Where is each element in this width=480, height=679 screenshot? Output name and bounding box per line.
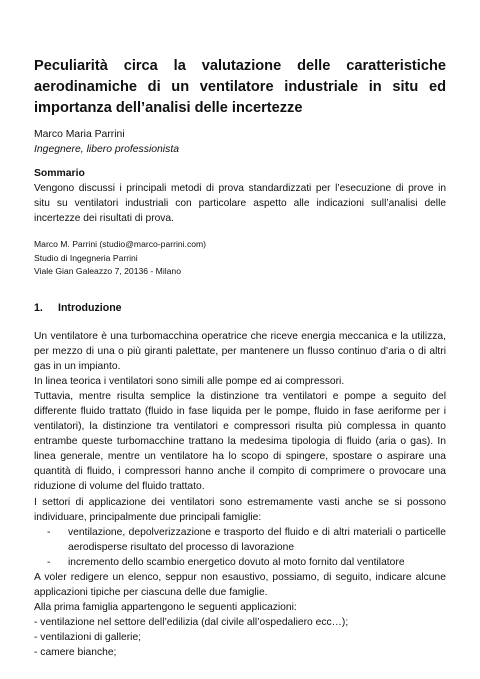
body-line: - ventilazioni di gallerie; [34,631,142,643]
summary-line: incertezze dei risultati di prova. [34,213,174,224]
section-title: Introduzione [58,302,122,314]
body-line: applicazioni tipiche per ciascuna delle due famiglie. [34,586,268,598]
body-line: Alla prima famiglia appartengono le seguenti applicazioni: [34,601,297,613]
contact-email-line: Marco M. Parrini (studio@marco-parrini.com) [34,239,207,249]
body-line: entrambe queste turbomacchine trattano la medesima tipologia di fluido (aria o gas). In [34,436,446,448]
bullet-dash: - [47,556,51,568]
body-line: per mezzo di una o più giranti palettate, per mantenere un flusso continuo d’aria o di altri [34,346,446,358]
body-line: I settori di applicazione dei ventilatori sono estremamente vasti anche se si possono [34,496,446,508]
body-line: individuare, principalmente due principali famiglie: [34,511,262,523]
section-number: 1. [34,302,43,314]
summary-heading: Sommario [34,168,85,179]
bullet-line: aerodisperse risultato del processo di lavorazione [68,541,295,553]
section-heading [34,301,122,315]
summary-line: Vengono discussi i principali metodi di prova standardizzati per l’esecuzione di prove in [34,183,446,194]
contact-block [34,238,206,279]
body-line: Un ventilatore è una turbomacchina operatrice che riceve energia meccanica e la utilizza, [34,331,446,342]
summary-line: situ su ventilatori industriali con particolare aspetto alle indicazioni sull’analisi delle [34,198,446,209]
body-line: quantità di fluido, i compressori hanno anche il compito di comprimere o provocare una [34,466,446,478]
body-line: Tuttavia, mentre risulta semplice la distinzione tra ventilatori e pompe a seguito del [34,391,446,403]
body-line: differente fluido trattato (fluido in fase liquida per le pompe, fluido in fase aeriforme per i [34,406,446,418]
body-line: riduzione di volume del fluido trattato. [34,481,205,493]
body-line: gas in un impianto. [34,361,121,373]
title-line: importanza dell’analisi delle incertezze [34,100,303,116]
body-line: linea generale, mentre un ventilatore ha lo scopo di spingere, spostare o aspirare una [34,451,446,463]
body-line: - camere bianche; [34,646,117,658]
body-line: A voler redigere un elenco, seppur non esaustivo, possiamo, di seguito, indicare alcune [34,571,446,583]
title-line: aerodinamiche di un ventilatore industriale in situ ed [34,79,446,95]
list-item [34,525,446,555]
list-item [34,555,446,570]
body-text [34,329,446,660]
contact-studio-line: Studio di Ingegneria Parrini [34,252,138,263]
paper-title [34,56,446,119]
body-line: In linea teorica i ventilatori sono simili alle pompe ed ai compressori. [34,376,345,388]
author-name: Marco Maria Parrini [34,129,125,140]
body-line: - ventilazione nel settore dell’edilizia (dal civile all’ospedaliero ecc…); [34,616,349,628]
bullet-line: incremento dello scambio energetico dovuto al moto fornito dal ventilatore [68,556,405,568]
title-line: Peculiarità circa la valutazione delle caratteristiche [34,58,446,74]
summary-text [34,181,446,226]
contact-address-line: Viale Gian Galeazzo 7, 20136 - Milano [34,266,181,276]
body-line: ventilatori), la distinzione tra ventilatori e compressori risulta più complessa in quanto [34,421,446,433]
bullet-dash: - [47,526,51,538]
author-role: Ingegnere, libero professionista [34,144,179,155]
bullet-line: ventilazione, depolverizzazione e trasporto del fluido e di altri materiali o particelle [68,526,446,538]
